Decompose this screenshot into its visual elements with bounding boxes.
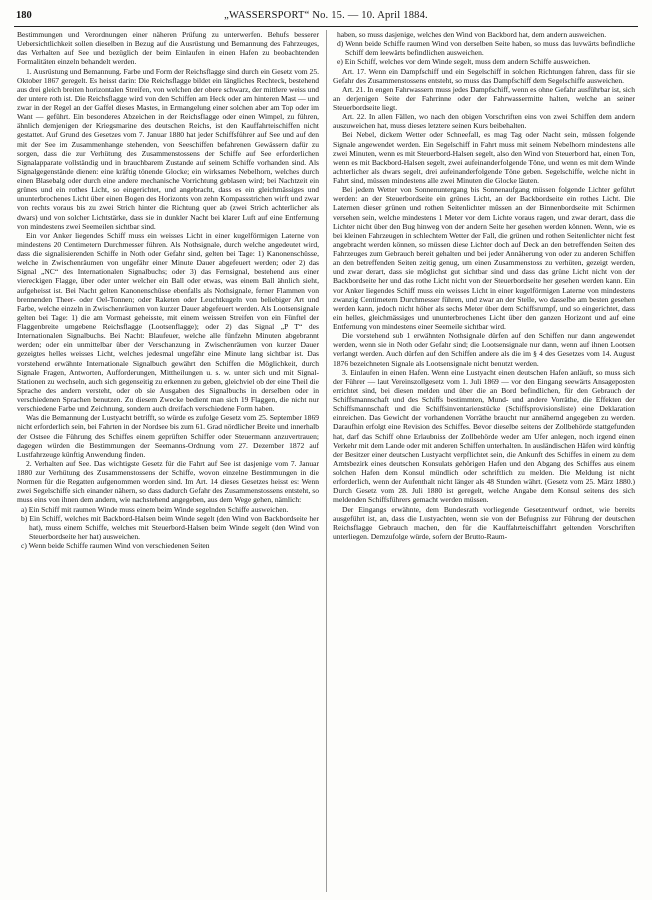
page-number: 180 xyxy=(16,10,32,21)
right-column xyxy=(333,30,635,892)
paragraph: 1. Ausrüstung und Bemannung. Farbe und Form der Reichsflagge sind durch ein Gesetz vom 25. Oktober 1867 geregelt. Es heisst darin: Die Reichsflagge bildet ein längliches Rechteck, bestehend aus drei gleich breiten horizontalen Streifen, von welchen der obere schwarz, der mittlere weiss und der untere roth ist. Die Reichsflagge wird von den Schiffen am Heck oder am hinteren Mast — und zwar in der Regel an der Gaffel dieses Mastes, in Ermangelung einer solchen aber am Top oder im Want — geführt. Ein besonderes Abzeichen in der Reichsflagge oder einen Wimpel, zu führen, ähnlich demjenigen der Kriegsmarine des deutschen Reichs, ist den Kauffahrteischiffen nicht gestattet. Auf Grund des Gesetzes vom 7. Januar 1880 hat jeder Schiffsführer auf See und auf den mit der See im Zusammenhange stehenden, von Seeschiffen befahrenen Gewässern dafür zu sorgen, dass die zur Verhütung des Zusammenstossens der Schiffe auf See erforderlichen Signalapparate vollständig und in brauchbarem Zustande auf seinem Schiffe vorhanden sind. Als Signalgegenstände dienen: eine kräftig tönende Glocke; ein wirksames Nebelhorn, welches durch einen Blasebalg oder durch eine andere mechanische Vorrichtung geblasen wird; bei Nachtzeit ein grünes und ein rothes Licht, so eingerichtet, und angebracht, dass es ein gleichmässiges und ununterbrochenes Licht über einen Bogen des Horizonts von zehn Kompassstrichen wirft und zwar von rechts voraus bis zu zwei Strich hinter die Richtung quer ab (zwei Strich achterlicher als dwars) und von solcher Lichtstärke, dass sie in dunkler Nacht bei klarer Luft auf eine Entfernung von mindestens zwei Seemeilen sichtbar sind. xyxy=(17,66,319,231)
paragraph: Bestimmungen und Verordnungen einer näheren Prüfung zu unterwerfen. Behufs besserer Uebersichtlichkeit sollen dieselben in Bezug auf die Ausrüstung und Bemannung des Fahrzeuges, das Verhalten auf See und bezüglich der beim Einlaufen in einen Hafen zu beobachtenden Formalitäten einzeln behandelt werden. xyxy=(17,30,319,67)
list-item: b) Ein Schiff, welches mit Backbord-Halsen beim Winde segelt (den Wind von Backbordseite her hat), muss einem Schiffe, welches mit Steuerbord-Halsen beim Winde segelt (den Wind von Steuerbordseite her hat) ausweichen. xyxy=(21,513,319,541)
header-rule xyxy=(14,26,638,27)
paragraph: Der Eingangs erwähnte, dem Bundesrath vorliegende Gesetzentwurf ordnet, wie bereits ausgeführt ist, an, dass die Lustyachten, wenn sie von der Befugniss zur Führung der deutschen Reichsflagge Gebrauch machen, den für die Kauffahrteischiffahrt geltenden Vorschriften unterliegen. Demzufolge würde, sofern der Brutto-Raum- xyxy=(333,504,635,541)
list-item: d) Wenn beide Schiffe raumen Wind von derselben Seite haben, so muss das luvwärts befindliche Schiff dem leewärts befindlichen ausweichen. xyxy=(337,39,635,58)
page-header xyxy=(14,10,638,24)
paragraph: Ein vor Anker liegendes Schiff muss ein weisses Licht in einer kugelförmigen Laterne von mindestens 20 Centimetern Durchmesser führen. Als Nothsignale, durch welche angedeutet wird, dass die signalisierenden Schiffe in Noth oder Gefahr sind, gelten bei Tage: 1) Kanonenschüsse, welche in Zwischenräumen von ungefähr einer Minute Dauer abgefeuert werden; oder 2) das Signal „NC“ des Internationalen Signalbuchs; oder 3) das Fernsignal, bestehend aus einer viereckigen Flagge, über oder unter welcher ein Ball oder etwas, was einem Ball ähnlich sieht, aufgeheisst ist. Bei Nacht gelten Kanonenschüsse ebenfalls als Nothsignale, ferner Flammen von brennenden Theer- oder Oel-Tonnen; oder Raketen oder Leuchtkugeln von beliebiger Art und Farbe, welche einzeln in Zwischenräumen von kurzer Dauer abgefeuert werden. Als Lootsensignale gelten bei Tage: 1) die am Vormast geheisste, mit einem weissen Streifen von ein Fünftel der Flaggenbreite umgebene Reichsflagge (Lootsenflagge); oder 2) das Signal „P T“ des Internationalen Signalbuchs. Bei Nacht: Blaufeuer, welche alle fünfzehn Minuten abgebrannt werden; oder ein unmittelbar über der Verschanzung in Zwischenräumen von kurzer Dauer gezeigtes helles weisses Licht, welches jedesmal ungefähr eine Minute lang sichtbar ist. Das vorstehend erwähnte Internationale Signalbuch gewährt den Schiffen die Möglichkeit, durch Signale Fragen, Antworten, Aufforderungen, Mittheilungen u. s. w. unter sich und mit Signal-Stationen zu wechseln, auch sich gegenseitig zu erkennen zu geben, gleichviel ob der eine Theil die Sprache des andern versteht, oder ob sie Ausgaben des Signalbuchs in derselben oder in verschiedenen Sprachen benutzen. Zu diesem Zwecke bedient man sich 19 Flaggen, die nicht nur verschiedene Farbe und Zeichnung, sondern auch dreifach verschiedene Form haben. xyxy=(17,230,319,414)
paragraph: Die vorstehend sub 1 erwähnten Nothsignale dürfen auf den Schiffen nur dann angewendet werden, wenn sie in Noth oder Gefahr sind; die Lootsensignale nur dann, wenn auf ihnen Lootsen verlangt werden. Auch dürfen auf den Schiffen andere als die im § 4 des Gesetzes vom 14. August 1876 bezeichneten Signale als Lootsensignale nicht benutzt werden. xyxy=(333,331,635,368)
paragraph: Art. 17. Wenn ein Dampfschiff und ein Segelschiff in solchen Richtungen fahren, dass für sie Gefahr des Zusammenstossens entsteht, so muss das Dampfschiff dem Segelschiffe ausweichen. xyxy=(333,66,635,85)
running-title: „WASSERSPORT“ No. 15. — 10. April 1884. xyxy=(224,10,428,21)
list-item: c) Wenn beide Schiffe raumen Wind von verschiedenen Seiten xyxy=(21,541,210,550)
paragraph: Bei Nebel, dickem Wetter oder Schneefall, es mag Tag oder Nacht sein, müssen folgende Signale angewendet werden. Ein Segelschiff in Fahrt muss mit seinem Nebelhorn mindestens alle zwei Minuten, wenn es mit Steuerbord-Halsen segelt, also den Wind von Steuerbord hat, einen Ton, wenn es mit Backbord-Halsen segelt, zwei aufeinanderfolgende Töne, und wenn es mit dem Winde achterlicher als dwars segelt, drei aufeinanderfolgende Töne geben. Segelschiffe, welche nicht in Fahrt sind, müssen mindestens alle zwei Minuten die Glocke läuten. xyxy=(333,130,635,185)
paragraph: Art. 22. In allen Fällen, wo nach den obigen Vorschriften eins von zwei Schiffen dem andern auszuweichen hat, muss dieses letztere seinen Kurs beibehalten. xyxy=(333,112,635,131)
list-item: e) Ein Schiff, welches vor dem Winde segelt, muss dem andern Schiffe ausweichen. xyxy=(337,57,591,67)
left-column xyxy=(17,30,319,892)
paragraph: Bei jedem Wetter von Sonnenuntergang bis Sonnenaufgang müssen folgende Lichter geführt werden: an der Steuerbordseite ein grünes Licht, an der Backbordseite ein rothes Licht. Die Laternen dieser grünen und rothen Seitenlichter müssen an der Binnenbordseite mit Schirmen versehen sein, welche mindestens 1 Meter vor dem Lichte voraus ragen, und zwar derart, dass die Lichter nicht über den Bug hinweg von der andern Seite her gesehen werden können. Wenn, wie es bei kleinen Fahrzeugen in schlechtem Wetter der Fall, die grünen und rothen Seitenlichter nicht fest angebracht werden können, so müssen diese Lichter doch auf Deck an den betreffenden Seiten des Fahrzeuges zum Gebrauch bereit gehalten und bei jeder Annäherung von oder zu anderen Schiffen an den betreffenden Seiten zeitig genug, um einen Zusammenstoss zu verhüten, gezeigt werden, und zwar derart, dass sie möglichst gut sichtbar sind und dass das grüne Licht nicht von der Backbordseite her und das rothe Licht nicht von der Steuerbordseite her gesehen werden kann. Ein vor Anker liegendes Schiff muss ein weisses Licht in einer kugelförmigen Laterne von mindestens zwanzig Centimetern Durchmesser führen, und zwar an der Stelle, wo dasselbe am besten gesehen werden kann, jedoch nicht höher als sechs Meter über dem Schiffsrumpf, und so eingerichtet, dass ein helles, gleichmässiges und ununterbrochenes Licht über den ganzen Horizont und auf eine Entfernung von mindestens einer Seemeile sichtbar wird. xyxy=(333,185,635,331)
paragraph: Art. 21. In engen Fahrwassern muss jedes Dampfschiff, wenn es ohne Gefahr ausführbar ist, sich an derjenigen Seite der Fahrrinne oder der Fahrwassermitte halten, welche an seiner Steuerbordseite liegt. xyxy=(333,84,635,112)
paragraph: Was die Bemannung der Lustyacht betrifft, so würde es zufolge Gesetz vom 25. September 1869 nicht erforderlich sein, bei Fahrten in der Nordsee bis zum 61. Grad nördlicher Breite und innerhalb der Ostsee die Führung des Schiffes einem geprüften Schiffer oder Steuermann anzuvertrauen; dagegen würden die Bestimmungen der Seemanns-Ordnung vom 27. Dezember 1872 auf Lustfahrzeuge künftig Anwendung finden. xyxy=(17,413,319,459)
list-item: haben, so muss dasjenige, welches den Wind von Backbord hat, dem andern ausweichen. xyxy=(337,30,607,39)
paragraph: 2. Verhalten auf See. Das wichtigste Gesetz für die Fahrt auf See ist dasjenige vom 7. Januar 1880 zur Verhütung des Zusammenstossens der Schiffe, wovon einzelne Bestimmungen in die Normen für die Regatten aufgenommen worden sind. Im Art. 14 dieses Gesetzes heisst es: Wenn zwei Segelschiffe sich einander nähern, so dass dadurch Gefahr des Zusammenstossens entsteht, so muss eins von ihnen dem andern, wie nachstehend angegeben, aus dem Wege gehen, nämlich: xyxy=(17,458,319,505)
list-item: a) Ein Schiff mit raumen Winde muss einem beim Winde segelnden Schiffe ausweichen. xyxy=(21,504,289,514)
paragraph: 3. Einlaufen in einen Hafen. Wenn eine Lustyacht einen deutschen Hafen anläuft, so muss sich der Führer — laut Vereinszollgesetz vom 1. Juli 1869 — vor den Eingang seewärts Ansageposten errichtet sind, bei diesen melden und über die an Bord befindlichen, für den Gebrauch der Schiffsmannschaft und des Schiffs bestimmten, Mund- und andere Vorräthe, die Effekten der Schiffsmannschaft und die Schiffsinventarienstücke (Schiffsprovisionsliste) eine Deklaration einreichen. Das Gewicht der vorhandenen Vorräthe braucht nur annähernd angegeben zu werden. Daraufhin erfolgt eine Revision des Schiffes. Bevor dieselbe seitens der Zollbehörde stattgefunden hat, darf das Schiff ohne Erlaubniss der Zollbehörde weder am Ufer anlegen, noch irgend einen Verkehr mit dem Lande oder mit anderen Schiffen unterhalten. In ausländischen Häfen wird künftig der Besitzer einer deutschen Lustyacht verpflichtet sein, die Ankunft des Schiffes in einem zu dem Amtsbezirk eines deutschen Konsulats gehörigen Hafen und den Abgang des Schiffes aus einem solchen Hafen dem Konsul mündlich oder schriftlich zu melden. Die Meldung ist nicht erforderlich, wenn der Aufenthalt nicht länger als 48 Stunden währt. (Gesetz vom 25. März 1880.) Durch Gesetz vom 28. Juli 1880 ist geregelt, welche Angabe dem Konsul seitens des sich meldenden Schiffsführers gemacht werden müssen. xyxy=(333,367,635,505)
column-divider xyxy=(326,30,327,892)
